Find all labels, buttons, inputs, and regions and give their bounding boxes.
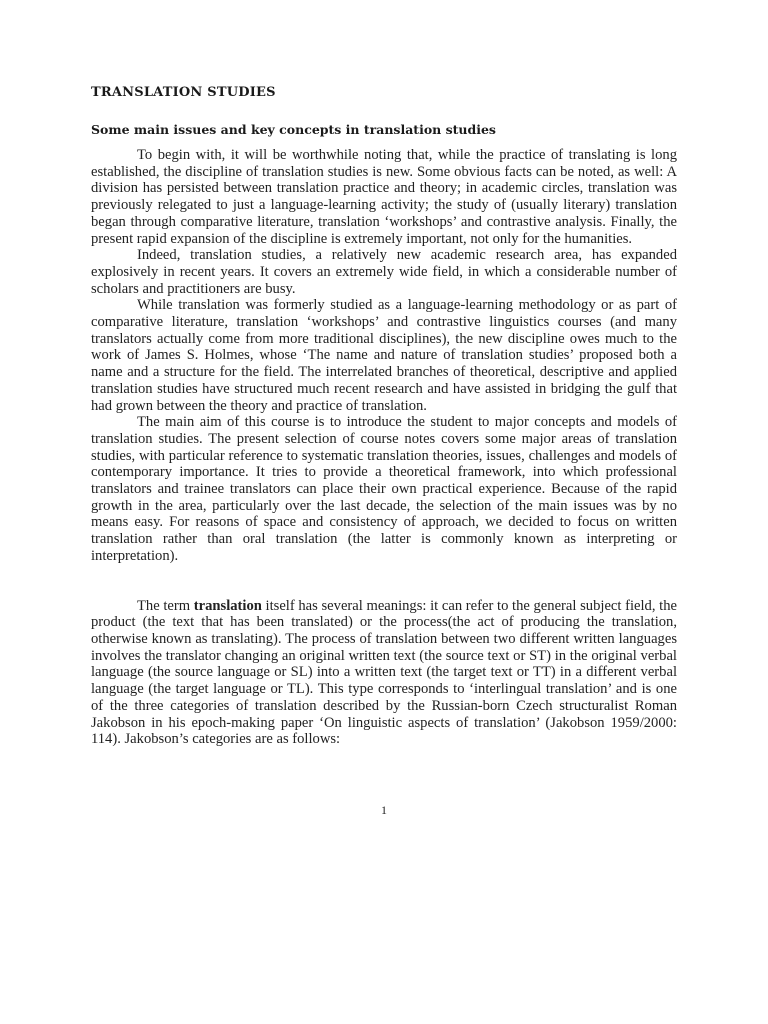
page-number: 1 bbox=[381, 803, 387, 817]
section-heading: Some main issues and key concepts in translation studies bbox=[91, 122, 496, 137]
document-body bbox=[91, 84, 677, 748]
document-title: TRANSLATION STUDIES bbox=[91, 85, 276, 100]
paragraph-term-translation bbox=[91, 598, 677, 748]
term-lead-text: The term bbox=[137, 597, 194, 614]
term-rest-text: itself has several meanings: it can refer to the general subject field, the product (the text that has been translated) or the process(the act of producing the translation, otherwise known as translating). The process of translation between two different written languages involves the translator changing an original written text (the source text or ST) in the original verbal language (the source language or SL) into a written text (the target text or TT) in a different verbal language (the target language or TL). This type corresponds to ‘interlingual translation’ and is one of the three categories of translation described by the Russian-born Czech structuralist Roman Jakobson in his epoch-making paper ‘On linguistic aspects of translation’ (Jakobson 1959/2000: 114). Jakobson’s categories are as follows: bbox=[91, 597, 677, 748]
paragraph-course-aim: The main aim of this course is to introduce the student to major concepts and models of translation studies. The present selection of course notes covers some major areas of translation studies, with particular reference to systematic translation theories, issues, challenges and models of contemporary importance. It tries to provide a theoretical framework, into which professional translators and trainee translators can place their own practical experience. Because of the rapid growth in the area, particularly over the last decade, the selection of the main issues was by no means easy. For reasons of space and consistency of approach, we decided to focus on written translation rather than oral translation (the latter is commonly known as interpreting or interpretation). bbox=[91, 414, 677, 564]
term-bold-word: translation bbox=[193, 597, 262, 614]
paragraph-expansion: Indeed, translation studies, a relatively new academic research area, has expanded explosively in recent years. It covers an extremely wide field, in which a considerable number of scholars and practitioners are busy. bbox=[91, 247, 677, 297]
paragraph-intro: To begin with, it will be worthwhile noting that, while the practice of translating is long established, the discipline of translation studies is new. Some obvious facts can be noted, as well: A division has persisted between translation practice and theory; in academic circles, translation was previously relegated to just a language-learning activity; the study of (usually literary) translation began through comparative literature, translation ‘workshops’ and contrastive analysis. Finally, the present rapid expansion of the discipline is extremely important, not only for the humanities. bbox=[91, 147, 677, 247]
paragraph-holmes: While translation was formerly studied as a language-learning methodology or as part of comparative literature, translation ‘workshops’ and contrastive linguistics courses (and many translators actually come from more traditional disciplines), the new discipline owes much to the work of James S. Holmes, whose ‘The name and nature of translation studies’ proposed both a name and a structure for the field. The interrelated branches of theoretical, descriptive and applied translation studies have structured much recent research and have assisted in bridging the gulf that had grown between the theory and practice of translation. bbox=[91, 297, 677, 414]
